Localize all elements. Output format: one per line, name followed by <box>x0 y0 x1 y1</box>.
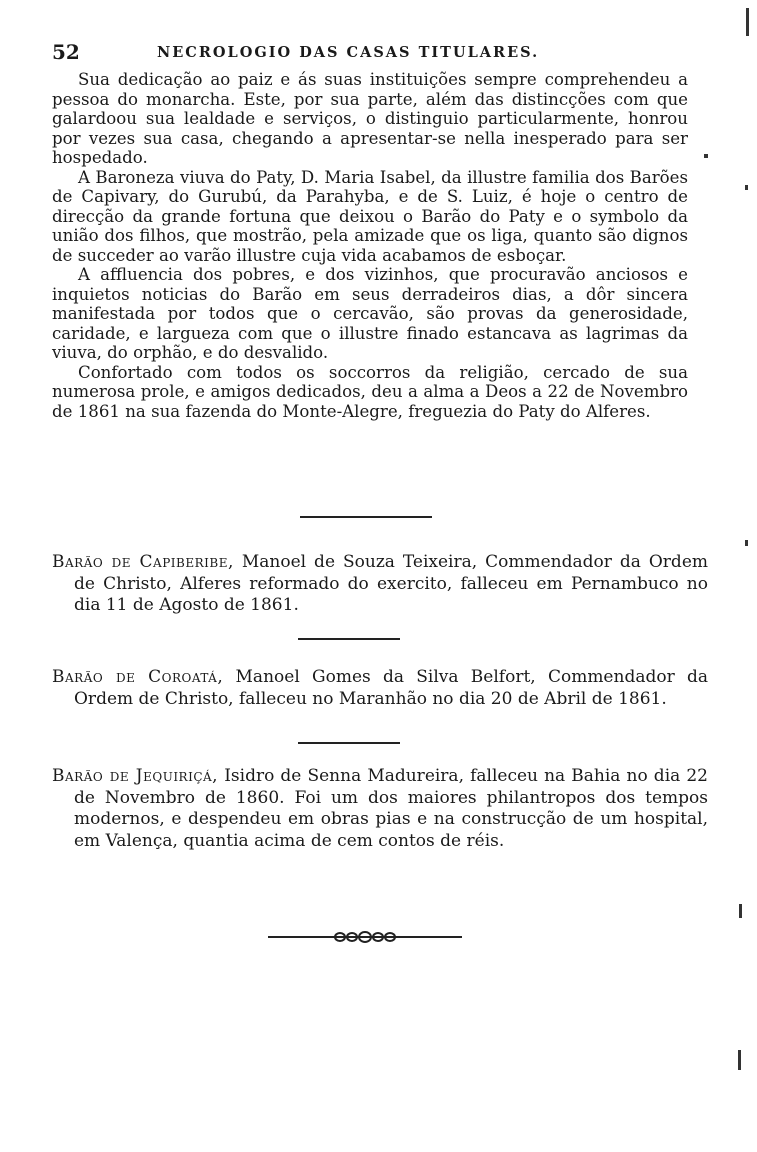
continued-obituary-text <box>52 70 688 421</box>
entry-title: Barão de Capiberibe, <box>52 552 234 572</box>
scan-mark <box>704 154 708 158</box>
section-divider <box>298 638 400 640</box>
obituary-entry <box>52 552 708 617</box>
obituary-entry <box>52 667 708 710</box>
paragraph: A affluencia dos pobres, e dos vizinhos, que procuravão anciosos e inquietos noticias do Barão em seus derradeiros dias, a dôr sincera manifestada por todos que o cercavão, são provas da generosidade, caridade, e largueza com que o illustre finado estancava as lagrimas da viuva, do orphão, e do desvalido. <box>52 265 688 362</box>
section-divider <box>300 516 432 518</box>
page-number: 52 <box>52 40 80 64</box>
scan-mark <box>739 904 742 918</box>
entry-text: Isidro de Senna Madureira, falleceu na Bahia no dia 22 de Novembro de 1860. Foi um dos maiores philantropos dos tempos modernos, e despendeu em obras pias e na construcção de um hospital, em Valença, quantia acima de cem contos de réis. <box>74 766 708 851</box>
paragraph: Confortado com todos os soccorros da religião, cercado de sua numerosa prole, e amigos dedicados, deu a alma a Deos a 22 de Novembro de 1861 na sua fazenda do Monte-Alegre, freguezia do Paty do Alferes. <box>52 362 688 421</box>
entry-title: Barão de Coroatá, <box>52 667 224 687</box>
entry-text: Manoel de Souza Teixeira, Commendador da Ordem de Christo, Alferes reformado do exercito, falleceu em Pernambuco no dia 11 de Agosto de 1861. <box>74 552 708 615</box>
scan-mark <box>745 185 748 190</box>
obituary-entry <box>52 766 708 852</box>
entry-title: Barão de Jequiriçá, <box>52 766 219 786</box>
paragraph: Sua dedicação ao paiz e ás suas instituições sempre comprehendeu a pessoa do monarcha. Este, por sua parte, além das distincções com que galardoou sua lealdade e serviços, o distinguio particularmente, honrou por vezes sua casa, chegando a apresentar-se nella inesperado para ser hospedado. <box>52 70 688 167</box>
scan-mark <box>738 1050 741 1070</box>
scan-mark <box>745 540 748 546</box>
page-header <box>52 40 692 68</box>
end-ornament <box>268 930 462 944</box>
section-divider <box>298 742 400 744</box>
paragraph: A Baroneza viuva do Paty, D. Maria Isabel, da illustre familia dos Barões de Capivary, do Gurubú, da Parahyba, e de S. Luiz, é hoje o centro de direcção da grande fortuna que deixou o Barão do Paty e o symbolo da união dos filhos, que mostrão, pela amizade que os liga, quanto são dignos de succeder ao varão illustre cuja vida acabamos de esboçar. <box>52 167 688 265</box>
running-head: NECROLOGIO DAS CASAS TITULARES. <box>157 44 540 61</box>
scan-mark <box>746 8 749 36</box>
entry-text: Manoel Gomes da Silva Belfort, Commendador da Ordem de Christo, falleceu no Maranhão no dia 20 de Abril de 1861. <box>74 667 708 709</box>
